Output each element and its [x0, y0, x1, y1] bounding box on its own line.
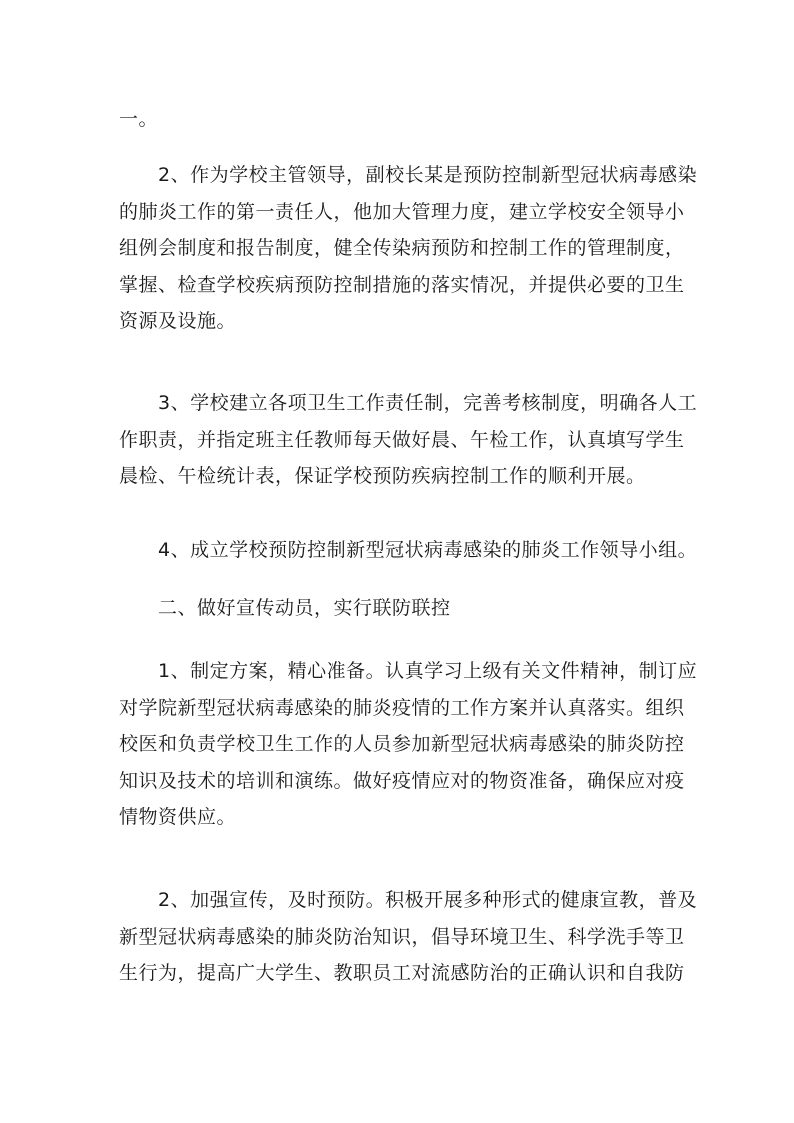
paragraph-continuation	[0, 101, 794, 138]
paragraph-item-4-leading-group	[0, 532, 794, 569]
text-line: 一。	[119, 108, 159, 130]
paragraph-item-1-plan	[0, 653, 794, 836]
text-line: 校医和负责学校卫生工作的人员参加新型冠状病毒感染的肺炎防控	[119, 733, 685, 755]
text-line: 4、成立学校预防控制新型冠状病毒感染的肺炎工作领导小组。	[158, 539, 698, 561]
text-line: 1、制定方案，精心准备。认真学习上级有关文件精神，制订应	[158, 660, 698, 682]
text-line: 的肺炎工作的第一责任人，他加大管理力度，建立学校安全领导小	[119, 200, 685, 223]
text-line: 晨检、午检统计表，保证学校预防疾病控制工作的顺利开展。	[119, 465, 646, 487]
section-heading-2	[0, 590, 794, 627]
text-line: 2、加强宣传，及时预防。积极开展多种形式的健康宣教，普及	[158, 889, 698, 911]
text-line: 组例会制度和报告制度，健全传染病预防和控制工作的管理制度，	[119, 237, 685, 259]
text-line: 3、学校建立各项卫生工作责任制，完善考核制度，明确各人工	[158, 392, 698, 414]
text-line: 新型冠状病毒感染的肺炎防治知识，倡导环境卫生、科学洗手等卫	[119, 925, 685, 948]
text-line: 生行为，提高广大学生、教职员工对流感防治的正确认识和自我防	[119, 962, 685, 984]
text-line: 知识及技术的培训和演练。做好疫情应对的物资准备，确保应对疫	[119, 769, 685, 792]
text-line: 作职责，并指定班主任教师每天做好晨、午检工作，认真填写学生	[119, 428, 685, 451]
text-line: 2、作为学校主管领导，副校长某是预防控制新型冠状病毒感染	[158, 164, 698, 186]
section-heading-text: 二、做好宣传动员，实行联防联控	[158, 597, 451, 619]
text-line: 情物资供应。	[119, 806, 237, 828]
text-line: 资源及设施。	[119, 310, 237, 332]
paragraph-item-2-publicity	[0, 882, 794, 992]
paragraph-item-2-leadership	[0, 157, 794, 340]
text-line: 对学院新型冠状病毒感染的肺炎疫情的工作方案并认真落实。组织	[119, 696, 685, 719]
paragraph-item-3-responsibility	[0, 385, 794, 495]
text-line: 掌握、检查学校疾病预防控制措施的落实情况，并提供必要的卫生	[119, 273, 685, 296]
